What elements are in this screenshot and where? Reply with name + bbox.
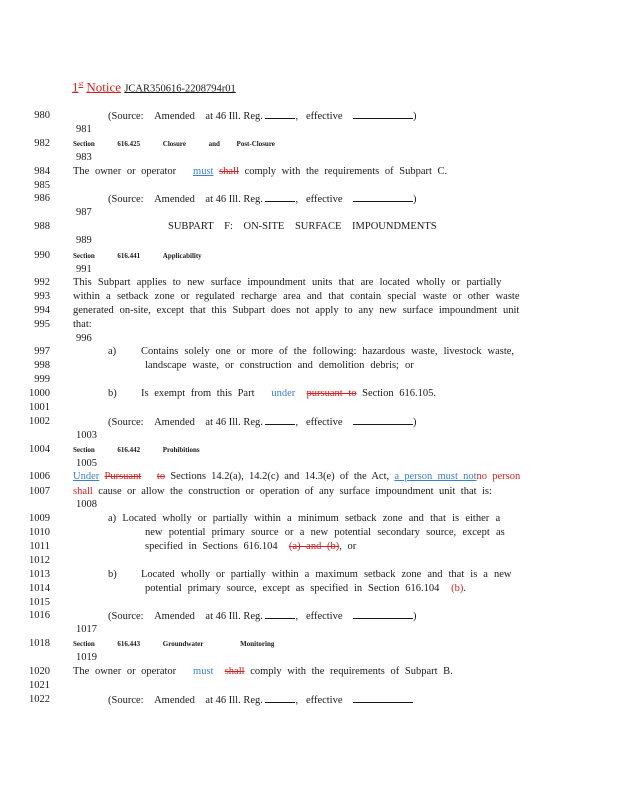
line-number: 1011	[29, 541, 50, 552]
body-line: This Subpart applies to new surface impoundment units that are located wholly or partially	[73, 277, 502, 288]
body-line: Under Pursuant to Sections 14.2(a), 14.2(c) and 14.3(e) of the Act, a person must notno person	[73, 471, 521, 482]
source-note: (Source: Amended at 46 Ill. Reg. , effective )	[108, 194, 417, 205]
body-line: within a setback zone or regulated recharge area and that contain special waste or other waste	[73, 291, 520, 302]
line-number: 992	[34, 277, 50, 288]
notice-superscript: st	[78, 80, 84, 88]
body-line: Is exempt from this Part under pursuant to Section 616.105.	[141, 388, 436, 399]
line-number: 1021	[29, 680, 50, 691]
line-number: 991	[76, 264, 92, 275]
section-heading-616-441: Section 616.441 Applicability	[73, 252, 202, 260]
line-number: 1016	[29, 610, 50, 621]
line-number: 997	[34, 346, 50, 357]
line-number: 993	[34, 291, 50, 302]
body-line: that:	[73, 319, 92, 330]
body-line: specified in Sections 616.104 (a) and (b), or	[145, 541, 357, 552]
line-number: 1008	[76, 499, 97, 510]
body-line: generated on-site, except that this Subpart does not apply to any new surface impoundment unit	[73, 305, 520, 316]
line-number: 1017	[76, 624, 97, 635]
line-number: 998	[34, 360, 50, 371]
line-number: 987	[76, 207, 92, 218]
notice-number: 1	[72, 79, 79, 95]
body-line: landscape waste, or construction and demolition debris; or	[145, 360, 414, 371]
line-number: 1013	[29, 569, 50, 580]
line-number: 994	[34, 305, 50, 316]
notice-word: Notice	[86, 79, 122, 95]
line-number: 1004	[29, 444, 50, 455]
body-line: potential primary source, except as specified in Section 616.104 (b).	[145, 583, 466, 594]
line-number: 1019	[76, 652, 97, 663]
line-number: 1005	[76, 458, 97, 469]
body-line: a) Located wholly or partially within a minimum setback zone and that is either a	[108, 513, 501, 524]
line-number: 1010	[29, 527, 50, 538]
line-number: 983	[76, 152, 92, 163]
source-note: (Source: Amended at 46 Ill. Reg. , effective )	[108, 417, 417, 428]
line-number: 1007	[29, 486, 50, 497]
line-number: 990	[34, 250, 50, 261]
line-number: 1022	[29, 694, 50, 705]
line-number: 1020	[29, 666, 50, 677]
source-note: (Source: Amended at 46 Ill. Reg. , effective )	[108, 111, 417, 122]
line-number: 985	[34, 180, 50, 191]
section-heading-616-443: Section 616.443 Groundwater Monitoring	[73, 640, 275, 648]
section-heading-616-425: Section 616.425 Closure and Post-Closure	[73, 140, 275, 148]
jcar-code: JCAR350616-2208794r01	[124, 83, 236, 95]
notice-header	[72, 77, 236, 96]
line-number: 1012	[29, 555, 50, 566]
list-marker: b)	[108, 388, 117, 399]
line-number: 996	[76, 333, 92, 344]
line-number: 984	[34, 166, 50, 177]
line-number: 989	[76, 235, 92, 246]
body-line: shall cause or allow the construction or operation of any surface impoundment unit that is:	[73, 486, 492, 497]
body-line: The owner or operator must shall comply with the requirements of Subpart C.	[73, 166, 448, 177]
body-line: Located wholly or partially within a maximum setback zone and that is a new	[141, 569, 512, 580]
line-number: 982	[34, 138, 50, 149]
line-number: 1009	[29, 513, 50, 524]
list-marker: b)	[108, 569, 117, 580]
line-number: 1000	[29, 388, 50, 399]
line-number: 1018	[29, 638, 50, 649]
body-line: The owner or operator must shall comply with the requirements of Subpart B.	[73, 666, 453, 677]
line-number: 1003	[76, 430, 97, 441]
line-number: 999	[34, 374, 50, 385]
source-note: (Source: Amended at 46 Ill. Reg. , effective	[108, 693, 413, 707]
section-heading-616-442: Section 616.442 Prohibitions	[73, 446, 200, 454]
body-line: new potential primary source or a new potential secondary source, except as	[145, 527, 505, 538]
body-line: Contains solely one or more of the following: hazardous waste, livestock waste,	[141, 346, 515, 357]
line-number: 980	[34, 110, 50, 121]
line-number: 986	[34, 193, 50, 204]
line-number: 1001	[29, 402, 50, 413]
subpart-heading: SUBPART F: ON-SITE SURFACE IMPOUNDMENTS	[168, 221, 437, 232]
line-number: 1006	[29, 471, 50, 482]
line-number: 995	[34, 319, 50, 330]
line-number: 1015	[29, 597, 50, 608]
list-marker: a)	[108, 346, 117, 357]
source-note: (Source: Amended at 46 Ill. Reg. , effective )	[108, 611, 417, 622]
line-number: 988	[34, 221, 50, 232]
line-number: 1002	[29, 416, 50, 427]
line-number: 981	[76, 124, 92, 135]
line-number: 1014	[29, 583, 50, 594]
